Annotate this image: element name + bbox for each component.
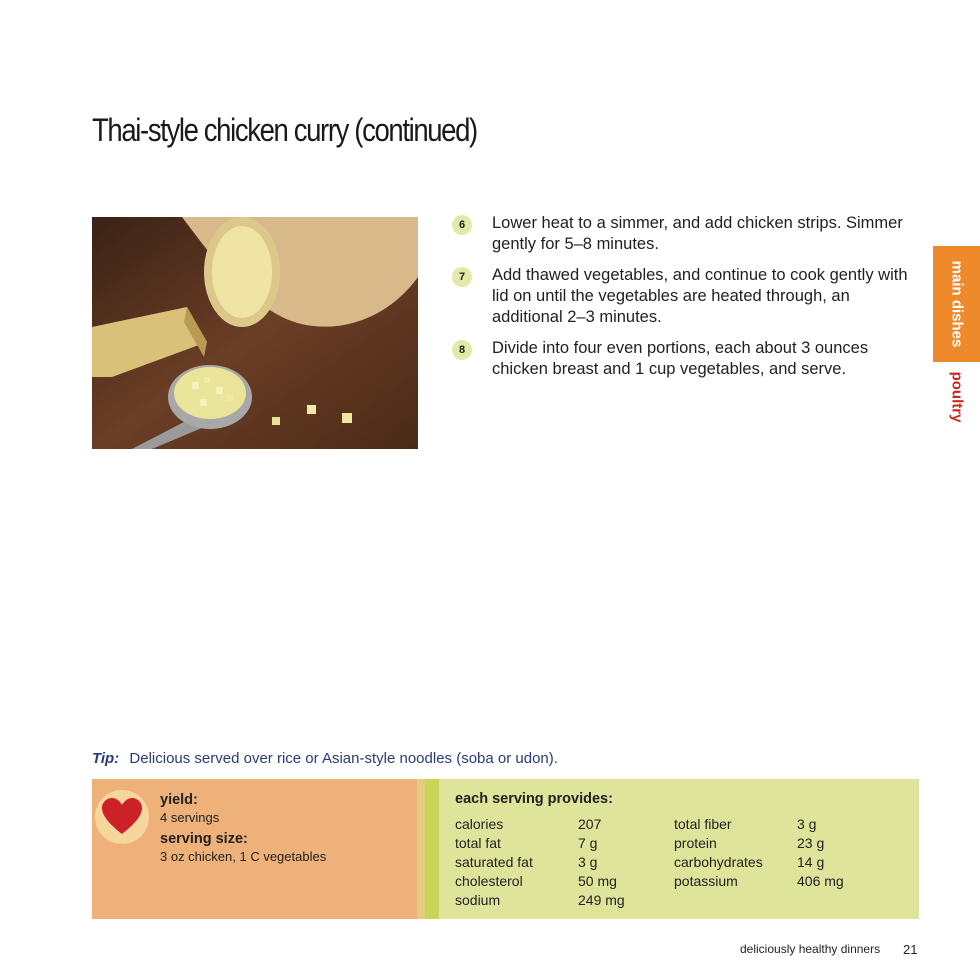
nutrition-row (455, 891, 648, 910)
heart-icon (102, 798, 142, 836)
nutrient-name: cholesterol (455, 873, 523, 889)
step-number: 6 (452, 215, 472, 235)
nutrient-value: 249 mg (578, 892, 625, 908)
nutrient-value: 406 mg (797, 873, 844, 889)
nutrition-panel (439, 779, 919, 919)
nutrient-name: total fiber (674, 816, 732, 832)
nutrient-value: 7 g (578, 835, 598, 851)
nutrient-value: 207 (578, 816, 602, 832)
nutrient-name: saturated fat (455, 854, 533, 870)
nutrition-title: each serving provides: (455, 791, 613, 807)
step-item (452, 213, 912, 255)
nutrition-row (674, 872, 867, 891)
nutrition-row (674, 815, 867, 834)
nutrient-name: carbohydrates (674, 854, 763, 870)
nutrition-row (455, 834, 648, 853)
yield-label: yield: (160, 792, 198, 808)
tip (92, 750, 558, 767)
ginger-illustration (92, 217, 418, 449)
recipe-steps (452, 213, 912, 390)
section-tab-label: main dishes (948, 260, 965, 348)
nutrient-value: 50 mg (578, 873, 617, 889)
heart-badge (95, 790, 149, 844)
section-tab (933, 246, 980, 362)
nutrient-name: sodium (455, 892, 501, 908)
divider-stripe (425, 779, 439, 919)
subsection-tab (933, 368, 980, 426)
serving-size-label: serving size: (160, 831, 248, 847)
step-number: 7 (452, 267, 472, 287)
divider-stripe (417, 779, 425, 919)
nutrition-list-left (455, 815, 648, 910)
nutrition-row (455, 815, 648, 834)
tip-label: Tip: (92, 750, 120, 767)
tip-text: Delicious served over rice or Asian-style noodles (soba or udon). (129, 750, 558, 767)
nutrient-value: 23 g (797, 835, 825, 851)
step-item (452, 338, 912, 380)
nutrient-name: protein (674, 835, 717, 851)
yield-panel (92, 779, 417, 919)
footer-page-number: 21 (903, 942, 918, 957)
nutrition-row (455, 872, 648, 891)
nutrient-value: 3 g (578, 854, 598, 870)
subsection-tab-label: poultry (948, 371, 965, 423)
nutrient-name: calories (455, 816, 504, 832)
nutrition-list-right (674, 815, 867, 891)
nutrition-row (674, 834, 867, 853)
step-text: Add thawed vegetables, and continue to cook gently with lid on until the vegetables are heated through, an additional 2–3 minutes. (492, 266, 908, 326)
serving-size-value: 3 oz chicken, 1 C vegetables (160, 849, 327, 864)
yield-block (160, 791, 326, 869)
nutrition-row (455, 853, 648, 872)
yield-value: 4 servings (160, 810, 220, 825)
nutrient-value: 3 g (797, 816, 817, 832)
footer-book-title: deliciously healthy dinners (740, 942, 881, 956)
recipe-info-panel (92, 779, 919, 919)
step-item (452, 265, 912, 328)
nutrient-name: potassium (674, 873, 738, 889)
step-number: 8 (452, 340, 472, 360)
step-text: Divide into four even portions, each about 3 ounces chicken breast and 1 cup vegetables, and serve. (492, 339, 869, 378)
page-title: Thai-style chicken curry (continued) (92, 112, 477, 148)
ginger-photo (92, 217, 418, 449)
nutrient-name: total fat (455, 835, 501, 851)
nutrient-value: 14 g (797, 854, 825, 870)
nutrition-row (674, 853, 867, 872)
step-text: Lower heat to a simmer, and add chicken strips. Simmer gently for 5–8 minutes. (492, 214, 903, 253)
